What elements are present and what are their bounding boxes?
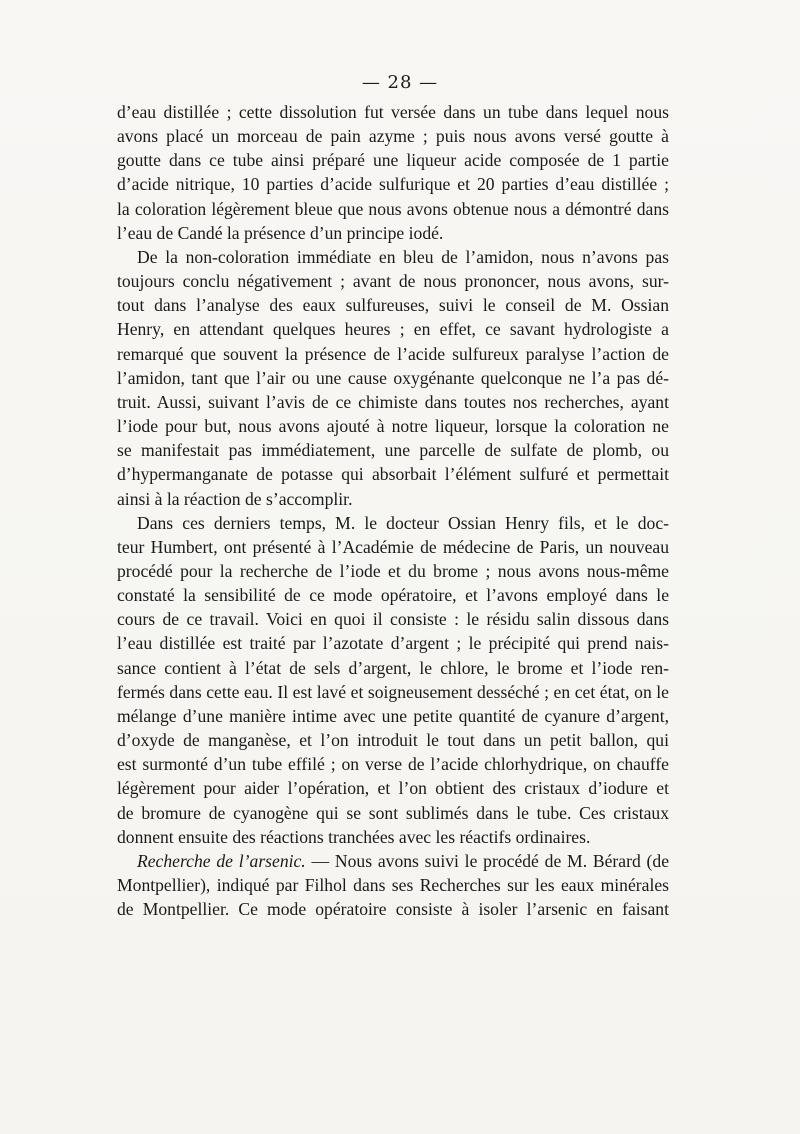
paragraph-1 [117, 100, 669, 245]
text-line: la coloration légèrement bleue que nous avons obtenue nous a démontré dans [117, 198, 669, 219]
text-line: l’iode pour but, nous avons ajouté à notre liqueur, lorsque la coloration ne [117, 416, 669, 437]
text-line: l’amidon, tant que l’air ou une cause oxygénante quelconque ne l’a pas dé- [117, 367, 669, 388]
paragraph-3 [117, 511, 669, 849]
text-line: l’eau distillée est traité par l’azotate d’argent ; le précipité qui prend nais- [117, 633, 669, 654]
text-line: de bromure de cyanogène qui se sont sublimés dans le tube. Ces cristaux [117, 802, 669, 823]
page-number: — 28 — [361, 72, 439, 93]
text-line: est surmonté d’un tube effilé ; on verse de l’acide chlorhydrique, on chauffe [117, 754, 669, 775]
text-line: l’eau de Candé la présence d’un principe iodé. [117, 222, 444, 243]
text-line: cours de ce travail. Voici en quoi il consiste : le résidu salin dissous dans [117, 609, 669, 630]
text-line: donnent ensuite des réactions tranchées avec les réactifs ordinaires. [117, 826, 591, 847]
text-line: ainsi à la réaction de s’accomplir. [117, 488, 353, 509]
text-line: mélange d’une manière intime avec une petite quantité de cyanure d’argent, [117, 705, 669, 726]
text-line [117, 849, 669, 873]
section-heading: Recherche de l’arsenic. [137, 850, 306, 871]
text-line: Dans ces derniers temps, M. le docteur Ossian Henry fils, et le doc- [137, 512, 669, 533]
text-line: truit. Aussi, suivant l’avis de ce chimiste dans toutes nos recherches, ayant [117, 391, 669, 412]
text-line: d’oxyde de manganèse, et l’on introduit le tout dans un petit ballon, qui [117, 730, 669, 751]
paragraph-2 [117, 245, 669, 511]
text-line: sance contient à l’état de sels d’argent, le chlore, le brome et l’iode ren- [117, 657, 669, 678]
text-line: légèrement pour aider l’opération, et l’on obtient des cristaux d’iodure et [117, 778, 669, 799]
text-line: fermés dans cette eau. Il est lavé et soigneusement desséché ; en cet état, on le [117, 681, 669, 702]
text-line: d’eau distillée ; cette dissolution fut versée dans un tube dans lequel nous [117, 102, 669, 122]
text-line: procédé pour la recherche de l’iode et du brome ; nous avons nous-même [117, 560, 669, 581]
text-line: tout dans l’analyse des eaux sulfureuses, suivi le conseil de M. Ossian [117, 295, 669, 316]
text-line: d’hypermanganate de potasse qui absorbait l’élément sulfuré et permettait [117, 464, 669, 485]
text-line: avons placé un morceau de pain azyme ; puis nous avons versé goutte à [117, 126, 669, 147]
text-line: De la non-coloration immédiate en bleu de l’amidon, nous n’avons pas [137, 246, 669, 267]
text-line: toujours conclu négativement ; avant de nous prononcer, nous avons, sur- [117, 271, 669, 292]
text-line: remarqué que souvent la présence de l’acide sulfureux paralyse l’action de [117, 343, 669, 364]
body-text [117, 100, 669, 921]
text-line: constaté la sensibilité de ce mode opératoire, et l’avons employé dans le [117, 585, 669, 606]
text-line: se manifestait pas immédiatement, une parcelle de sulfate de plomb, ou [117, 440, 669, 461]
paragraph-4 [117, 849, 669, 921]
text-line: Henry, en attendant quelques heures ; en effet, ce savant hydrologiste a [117, 319, 669, 340]
text-line: Montpellier), indiqué par Filhol dans ses Recherches sur les eaux minérales [117, 875, 669, 895]
text-line: d’acide nitrique, 10 parties d’acide sulfurique et 20 parties d’eau distillée ; [117, 174, 669, 195]
text-line: teur Humbert, ont présenté à l’Académie de médecine de Paris, un nouveau [117, 536, 669, 557]
text-line-rest: — Nous avons suivi le procédé de M. Bérard (de [305, 850, 669, 871]
text-line: de Montpellier. Ce mode opératoire consiste à isoler l’arsenic en faisant [117, 899, 669, 920]
text-line: goutte dans ce tube ainsi préparé une liqueur acide composée de 1 partie [117, 150, 669, 171]
